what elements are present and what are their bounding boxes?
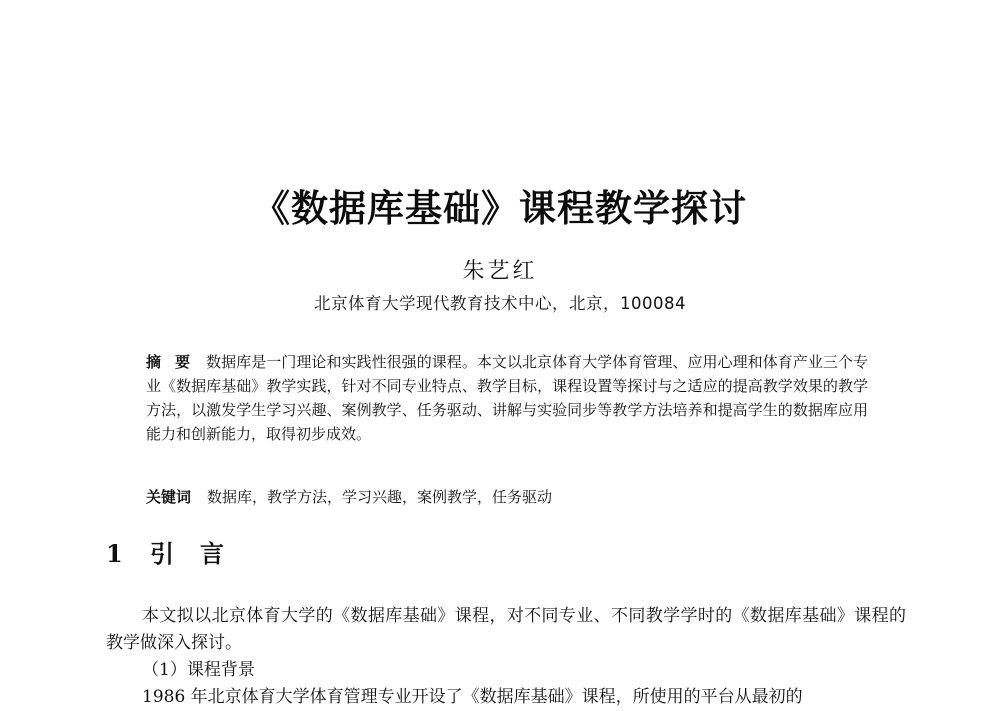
subheading: （1）课程背景 bbox=[142, 660, 255, 680]
section-title: 引言 bbox=[150, 540, 250, 568]
body-paragraph: 1986 年北京体育大学体育管理专业开设了《数据库基础》课程，所使用的平台从最初的 bbox=[142, 687, 803, 707]
author-name: 朱艺红 bbox=[462, 259, 538, 284]
body-text bbox=[106, 603, 906, 711]
section-heading bbox=[106, 534, 250, 569]
keywords-block bbox=[146, 485, 868, 509]
abstract-block bbox=[146, 350, 868, 446]
section-number: 1 bbox=[106, 539, 123, 568]
paper-title: 《数据库基础》课程教学探讨 bbox=[253, 187, 747, 230]
keywords-text: 数据库，教学方法，学习兴趣，案例教学，任务驱动 bbox=[207, 488, 553, 506]
author-affiliation: 北京体育大学现代教育技术中心，北京，100084 bbox=[314, 294, 686, 313]
abstract-text: 数据库是一门理论和实践性很强的课程。本文以北京体育大学体育管理、应用心理和体育产业三个专业《数据库基础》教学实践，针对不同专业特点、教学目标，课程设置等探讨与之适应的提高教学效果的教学方法，以激发学生学习兴趣、案例教学、任务驱动、讲解与实验同步等教学方法培养和提高学生的数据库应用能力和创新能力，取得初步成效。 bbox=[146, 353, 868, 443]
abstract-label: 摘要 bbox=[146, 353, 205, 371]
body-paragraph: 本文拟以北京体育大学的《数据库基础》课程，对不同专业、不同教学学时的《数据库基础》课程的教学做深入探讨。 bbox=[106, 606, 906, 653]
keywords-label: 关键词 bbox=[146, 488, 192, 506]
